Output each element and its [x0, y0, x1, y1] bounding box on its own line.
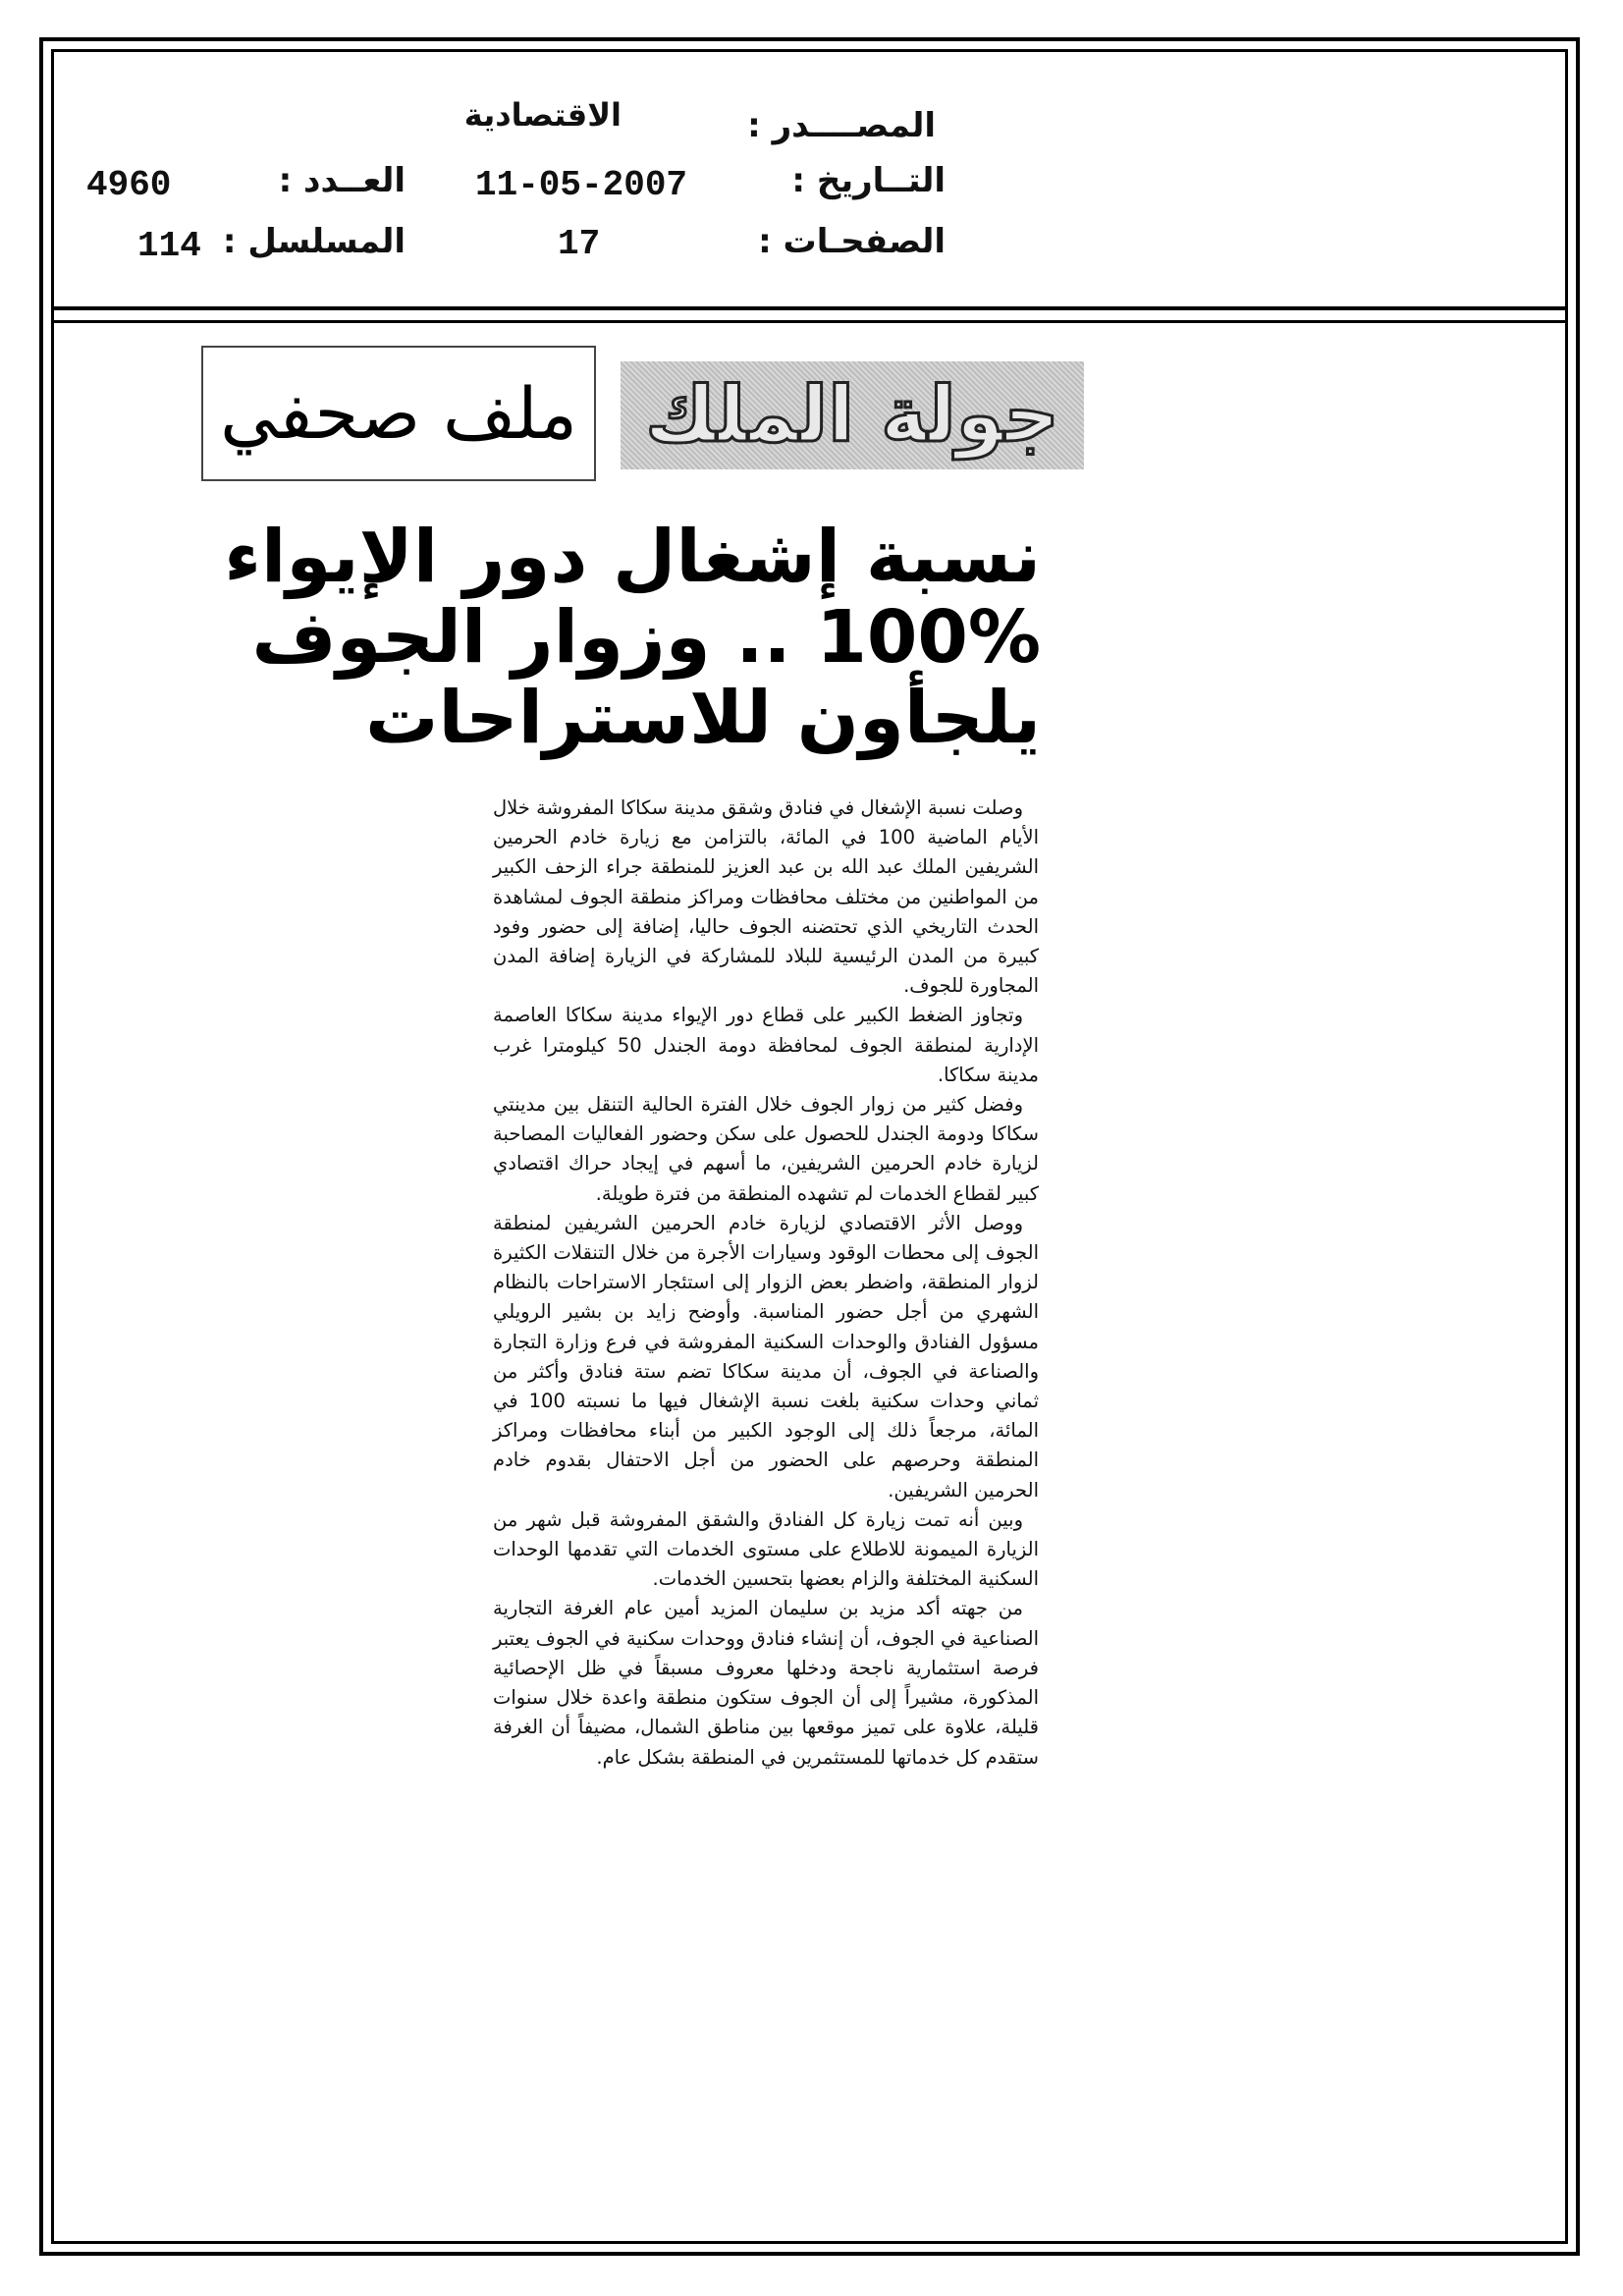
article-paragraph: وفضل كثير من زوار الجوف خلال الفترة الحالية التنقل بين مدينتي سكاكا ودومة الجندل للحصول على سكن وحضور الفعاليات المصاحبة لزيارة خادم الحرمين الشريفين، ما أسهم في إيجاد حراك اقتصادي كبير لقطاع الخدمات لم تشهده المنطقة من فترة طويلة. — [493, 1093, 1039, 1205]
headline-line-3: يلجأون للاستراحات — [365, 676, 1041, 760]
headline-line-1: نسبة إشغال دور الإيواء — [224, 515, 1041, 599]
section-banner-text: جولة الملك — [645, 371, 1059, 460]
header-divider — [51, 306, 1568, 310]
issue-label: العــدد : — [278, 161, 406, 200]
press-file-stamp-text: ملف صحفي — [220, 372, 577, 455]
date-label: التــاريخ : — [791, 161, 946, 200]
section-banner — [621, 361, 1084, 469]
pages-label: الصفحـات : — [758, 222, 946, 261]
headline-line-2: 100% .. وزوار الجوف — [251, 595, 1041, 680]
serial-label: المسلسل : — [222, 222, 406, 261]
article-paragraph: ووصل الأثر الاقتصادي لزيارة خادم الحرمين الشريفين لمنطقة الجوف إلى محطات الوقود وسيارات الأجرة من خلال التنقلات الكثيرة لزوار المنطقة، واضطر بعض الزوار إلى استئجار الاستراحات بالنظام الشهري من أجل حضور المناسبة. وأوضح زايد بن بشير الرويلي مسؤول الفنادق والوحدات السكنية المفروشة في فرع وزارة التجارة والصناعة في الجوف، أن مدينة سكاكا تضم ستة فنادق وأكثر من ثماني وحدات سكنية بلغت نسبة الإشغال فيها ما نسبته 100 في المائة، مرجعاً ذلك إلى الوجود الكبير من أبناء محافظات ومراكز المنطقة وحرصهم على الحضور من أجل الاحتفال بقدوم خادم الحرمين الشريفين. — [493, 1211, 1039, 1502]
issue-value: 4960 — [86, 165, 172, 205]
pages-value: 17 — [558, 224, 601, 264]
article-paragraph: من جهته أكد مزيد بن سليمان المزيد أمين عام الغرفة التجارية الصناعية في الجوف، أن إنشاء فنادق ووحدات سكنية في الجوف يعتبر فرصة استثمارية ناجحة ودخلها معروف مسبقاً في ظل الإحصائية المذكورة، مشيراً إلى أن الجوف ستكون منطقة واعدة خلال سنوات قليلة، علاوة على تميز موقعها بين مناطق الشمال، مضيفاً أن الغرفة ستقدم كل خدماتها للمستثمرين في المنطقة بشكل عام. — [493, 1597, 1039, 1769]
press-file-stamp — [201, 346, 596, 481]
source-label: المصــــدر : — [747, 106, 936, 145]
article-paragraph: وصلت نسبة الإشغال في فنادق وشقق مدينة سكاكا المفروشة خلال الأيام الماضية 100 في المائة، بالتزامن مع زيارة خادم الحرمين الشريفين الملك عبد الله بن عبد العزيز للمنطقة جراء الزحف الكبير من المواطنين من مختلف محافظات ومراكز منطقة الجوف لمشاهدة الحدث التاريخي الذي تحتضنه الجوف حاليا، إضافة إلى حضور وفود كبيرة من المدن الرئيسية للبلاد للمشاركة في الزيارة إضافة المدن المجاورة للجوف. — [493, 796, 1039, 998]
header-divider-inner — [51, 320, 1568, 323]
article-paragraph: وتجاوز الضغط الكبير على قطاع دور الإيواء مدينة سكاكا العاصمة الإدارية لمنطقة الجوف لمحافظة دومة الجندل 50 كيلومترا غرب مدينة سكاكا. — [493, 1004, 1040, 1086]
source-value: الاقتصادية — [463, 96, 622, 134]
article-paragraph: وبين أنه تمت زيارة كل الفنادق والشقق المفروشة قبل شهر من الزيارة الميمونة للاطلاع على مستوى الخدمات التي تقدمها الوحدات السكنية المختلفة والزام بعضها بتحسين الخدمات. — [493, 1507, 1039, 1591]
serial-value: 114 — [137, 226, 201, 266]
article-body — [493, 793, 1039, 1773]
date-value: 11-05-2007 — [475, 165, 688, 205]
